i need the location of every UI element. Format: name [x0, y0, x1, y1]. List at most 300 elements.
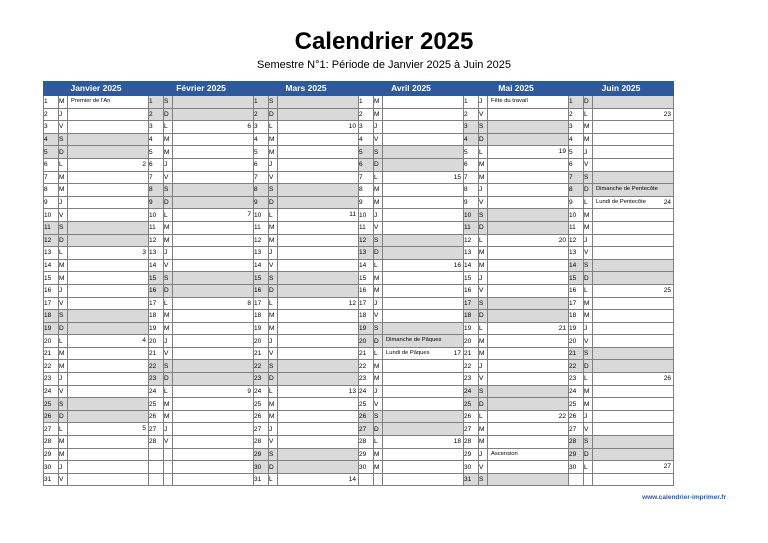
day-event-cell: [383, 461, 464, 474]
day-number: 23: [149, 373, 164, 386]
weekday-letter: D: [479, 133, 488, 146]
weekday-letter: M: [164, 410, 173, 423]
weekday-letter: L: [269, 209, 278, 222]
day-event-cell: [383, 272, 464, 285]
day-number: 12: [359, 234, 374, 247]
week-number: 16: [453, 261, 461, 269]
day-number: 29: [464, 448, 479, 461]
day-event-cell: [593, 423, 674, 436]
month-header-1: Février 2025: [149, 82, 254, 96]
day-event-cell: [68, 335, 149, 348]
day-number: 23: [254, 373, 269, 386]
day-number: 6: [254, 158, 269, 171]
weekday-letter: J: [584, 322, 593, 335]
weekday-letter: M: [164, 234, 173, 247]
day-number: 20: [569, 335, 584, 348]
day-event-cell: [173, 335, 254, 348]
day-number: 22: [464, 360, 479, 373]
weekday-letter: M: [59, 184, 68, 197]
day-number: 15: [254, 272, 269, 285]
day-number: 19: [464, 322, 479, 335]
day-number: 5: [359, 146, 374, 159]
day-event-cell: [593, 209, 674, 222]
weekday-letter: S: [59, 398, 68, 411]
day-row: [44, 146, 674, 159]
weekday-letter: D: [269, 373, 278, 386]
month-header-3: Avril 2025: [359, 82, 464, 96]
day-event-cell: [173, 347, 254, 360]
day-number: 18: [254, 310, 269, 323]
day-row: [44, 448, 674, 461]
day-event-cell: [383, 171, 464, 184]
day-number: 7: [44, 171, 59, 184]
weekday-letter: M: [479, 259, 488, 272]
day-event-cell: [68, 347, 149, 360]
day-event-cell: [278, 360, 359, 373]
day-number: 19: [359, 322, 374, 335]
day-event-cell: [593, 297, 674, 310]
weekday-letter: V: [374, 310, 383, 323]
weekday-letter: S: [479, 121, 488, 134]
day-number: 30: [569, 461, 584, 474]
day-number: 16: [569, 284, 584, 297]
weekday-letter: M: [59, 272, 68, 285]
day-number: 27: [254, 423, 269, 436]
day-event-cell: [68, 196, 149, 209]
day-event-cell: [383, 121, 464, 134]
day-number: 4: [569, 133, 584, 146]
day-event-cell: [173, 108, 254, 121]
day-number: 30: [44, 461, 59, 474]
day-number: 17: [44, 297, 59, 310]
weekday-letter: D: [164, 108, 173, 121]
day-number: 28: [254, 436, 269, 449]
day-number: 6: [44, 158, 59, 171]
day-event-cell: [383, 473, 464, 486]
day-event-cell: [383, 259, 464, 272]
day-number: 5: [254, 146, 269, 159]
day-event-cell: [383, 322, 464, 335]
day-number: 1: [254, 96, 269, 109]
day-event-cell: [383, 234, 464, 247]
day-event-cell: [173, 133, 254, 146]
day-event-cell: [278, 259, 359, 272]
weekday-letter: L: [164, 121, 173, 134]
day-event-cell: [173, 461, 254, 474]
day-number: 22: [44, 360, 59, 373]
day-event-cell: [593, 398, 674, 411]
weekday-letter: S: [269, 448, 278, 461]
day-number: 22: [254, 360, 269, 373]
day-row: [44, 297, 674, 310]
weekday-letter: V: [374, 133, 383, 146]
day-number: 31: [254, 473, 269, 486]
weekday-letter: M: [164, 133, 173, 146]
weekday-letter: L: [269, 385, 278, 398]
day-number: 14: [149, 259, 164, 272]
weekday-letter: M: [59, 436, 68, 449]
weekday-letter: D: [584, 184, 593, 197]
day-number: 4: [44, 133, 59, 146]
day-event-cell: [173, 272, 254, 285]
day-event-cell: [68, 473, 149, 486]
day-number: 13: [149, 247, 164, 260]
day-number: 15: [44, 272, 59, 285]
weekday-letter: M: [59, 347, 68, 360]
weekday-letter: M: [479, 158, 488, 171]
day-event-cell: [593, 436, 674, 449]
weekday-letter: V: [59, 297, 68, 310]
day-number: 3: [359, 121, 374, 134]
week-number: 14: [348, 475, 356, 483]
day-event-cell: [278, 209, 359, 222]
weekday-letter: J: [59, 108, 68, 121]
day-event-cell: [593, 158, 674, 171]
day-number: 13: [569, 247, 584, 260]
day-event-cell: [278, 410, 359, 423]
week-number: 18: [453, 438, 461, 446]
day-number: 3: [44, 121, 59, 134]
day-row: [44, 284, 674, 297]
day-row: [44, 196, 674, 209]
day-event-cell: [68, 410, 149, 423]
day-event-cell: [278, 297, 359, 310]
day-event-cell: [68, 423, 149, 436]
day-number: 11: [254, 221, 269, 234]
day-event-cell: [173, 322, 254, 335]
weekday-letter: S: [164, 184, 173, 197]
day-event-cell: [488, 360, 569, 373]
weekday-letter: M: [59, 448, 68, 461]
day-number: 2: [464, 108, 479, 121]
day-number: 30: [464, 461, 479, 474]
day-event-cell: [593, 133, 674, 146]
weekday-letter: M: [269, 310, 278, 323]
week-number: 25: [663, 286, 671, 294]
day-number: 7: [149, 171, 164, 184]
weekday-letter: M: [269, 133, 278, 146]
day-number: 14: [569, 259, 584, 272]
day-number: 16: [359, 284, 374, 297]
day-number: 25: [254, 398, 269, 411]
weekday-letter: D: [59, 146, 68, 159]
day-number: 16: [44, 284, 59, 297]
day-number: 10: [149, 209, 164, 222]
weekday-letter: S: [59, 133, 68, 146]
weekday-letter: D: [59, 322, 68, 335]
weekday-letter: S: [269, 96, 278, 109]
weekday-letter: M: [479, 436, 488, 449]
weekday-letter: V: [59, 121, 68, 134]
day-number: 2: [44, 108, 59, 121]
day-event-cell: [383, 247, 464, 260]
weekday-letter: D: [59, 410, 68, 423]
day-event-cell: [383, 196, 464, 209]
weekday-letter: S: [584, 347, 593, 360]
day-event-cell: [383, 373, 464, 386]
day-number: 24: [254, 385, 269, 398]
day-event-cell: [278, 322, 359, 335]
week-number: 12: [348, 299, 356, 307]
day-number: 26: [569, 410, 584, 423]
day-event-cell: [278, 247, 359, 260]
day-event-cell: [383, 423, 464, 436]
day-event-cell: [383, 310, 464, 323]
weekday-letter: S: [479, 473, 488, 486]
weekday-letter: J: [584, 146, 593, 159]
day-row: [44, 423, 674, 436]
day-row: [44, 436, 674, 449]
day-number: 14: [44, 259, 59, 272]
day-number: 20: [254, 335, 269, 348]
week-number: 17: [453, 349, 461, 357]
day-number: 29: [254, 448, 269, 461]
day-row: [44, 410, 674, 423]
day-event-cell: [173, 158, 254, 171]
day-row: [44, 184, 674, 197]
day-number: 17: [569, 297, 584, 310]
day-event-cell: [488, 158, 569, 171]
day-event-cell: [278, 423, 359, 436]
day-number: 27: [464, 423, 479, 436]
holiday-label: Lundi de Pentecôte: [596, 198, 646, 205]
day-event-cell: [383, 385, 464, 398]
holiday-label: Lundi de Pâques: [386, 349, 430, 356]
weekday-letter: M: [584, 398, 593, 411]
weekday-letter: M: [584, 121, 593, 134]
day-row: [44, 121, 674, 134]
weekday-letter: M: [479, 335, 488, 348]
day-event-cell: [173, 259, 254, 272]
weekday-letter: S: [584, 259, 593, 272]
weekday-letter: J: [479, 448, 488, 461]
weekday-letter: S: [164, 360, 173, 373]
day-event-cell: [68, 297, 149, 310]
day-number: 21: [44, 347, 59, 360]
weekday-letter: S: [584, 171, 593, 184]
day-event-cell: [593, 234, 674, 247]
day-number: 19: [149, 322, 164, 335]
day-event-cell: [68, 310, 149, 323]
day-event-cell: [173, 196, 254, 209]
weekday-letter: M: [584, 209, 593, 222]
weekday-letter: L: [584, 461, 593, 474]
weekday-letter: L: [479, 146, 488, 159]
day-number: 23: [359, 373, 374, 386]
day-event-cell: [488, 385, 569, 398]
day-number: 26: [44, 410, 59, 423]
day-number: 19: [254, 322, 269, 335]
weekday-letter: M: [374, 360, 383, 373]
day-number: 3: [464, 121, 479, 134]
day-event-cell: [488, 398, 569, 411]
weekday-letter: S: [584, 436, 593, 449]
weekday-letter: D: [59, 234, 68, 247]
weekday-letter: M: [269, 322, 278, 335]
day-event-cell: [593, 259, 674, 272]
weekday-letter: J: [584, 234, 593, 247]
day-event-cell: [68, 272, 149, 285]
weekday-letter: V: [584, 247, 593, 260]
weekday-letter: J: [479, 360, 488, 373]
day-row: [44, 373, 674, 386]
day-event-cell: [278, 335, 359, 348]
day-number: 13: [44, 247, 59, 260]
day-event-cell: [383, 158, 464, 171]
weekday-letter: J: [269, 335, 278, 348]
day-event-cell: [173, 410, 254, 423]
day-number: 12: [569, 234, 584, 247]
weekday-letter: V: [479, 196, 488, 209]
weekday-letter: M: [164, 322, 173, 335]
day-event-cell: [383, 108, 464, 121]
day-event-cell: [173, 373, 254, 386]
day-number: 17: [149, 297, 164, 310]
weekday-letter: S: [164, 272, 173, 285]
day-row: [44, 108, 674, 121]
weekday-letter: J: [374, 385, 383, 398]
day-event-cell: [173, 310, 254, 323]
day-event-cell: [383, 96, 464, 109]
weekday-letter: L: [584, 196, 593, 209]
day-number: 5: [149, 146, 164, 159]
day-row: [44, 473, 674, 486]
day-event-cell: [383, 184, 464, 197]
day-event-cell: [593, 247, 674, 260]
day-number: 20: [149, 335, 164, 348]
day-event-cell: [593, 461, 674, 474]
day-event-cell: [68, 385, 149, 398]
holiday-label: Premier de l'An: [71, 98, 111, 104]
weekday-letter: L: [584, 108, 593, 121]
day-event-cell: [68, 121, 149, 134]
weekday-letter: V: [479, 373, 488, 386]
day-number: 20: [359, 335, 374, 348]
weekday-letter: L: [269, 473, 278, 486]
weekday-letter: L: [164, 297, 173, 310]
day-event-cell: [278, 196, 359, 209]
day-event-cell: [593, 335, 674, 348]
weekday-letter: V: [584, 158, 593, 171]
day-number: 6: [464, 158, 479, 171]
day-number: 30: [254, 461, 269, 474]
weekday-letter: M: [164, 221, 173, 234]
weekday-letter: V: [374, 398, 383, 411]
day-number: 10: [254, 209, 269, 222]
day-number: 17: [254, 297, 269, 310]
day-event-cell: [488, 461, 569, 474]
weekday-letter: V: [164, 347, 173, 360]
weekday-letter: D: [584, 272, 593, 285]
day-row: [44, 360, 674, 373]
weekday-letter: D: [269, 108, 278, 121]
day-event-cell: [68, 209, 149, 222]
week-number: 8: [247, 299, 251, 307]
weekday-letter: V: [584, 423, 593, 436]
day-number: 26: [464, 410, 479, 423]
week-number: 21: [558, 324, 566, 332]
day-number: 8: [359, 184, 374, 197]
weekday-letter: L: [374, 259, 383, 272]
week-number: 22: [558, 412, 566, 420]
day-event-cell: [278, 146, 359, 159]
weekday-letter: L: [269, 121, 278, 134]
day-event-cell: [383, 410, 464, 423]
month-header-0: Janvier 2025: [44, 82, 149, 96]
weekday-letter: M: [164, 398, 173, 411]
weekday-letter: M: [479, 347, 488, 360]
weekday-letter: D: [374, 158, 383, 171]
day-event-cell: [383, 347, 464, 360]
day-event-cell: [68, 96, 149, 109]
week-number: 13: [348, 387, 356, 395]
day-number: 5: [569, 146, 584, 159]
day-number: 30: [359, 461, 374, 474]
day-event-cell: [593, 473, 674, 486]
day-number: 29: [359, 448, 374, 461]
day-number: 28: [464, 436, 479, 449]
day-event-cell: [593, 373, 674, 386]
weekday-letter: J: [269, 158, 278, 171]
day-event-cell: [383, 448, 464, 461]
day-event-cell: [278, 171, 359, 184]
day-event-cell: [593, 196, 674, 209]
month-header-row: [44, 82, 674, 96]
day-number: 25: [44, 398, 59, 411]
day-number: 2: [569, 108, 584, 121]
day-number: 27: [359, 423, 374, 436]
day-number: 8: [254, 184, 269, 197]
weekday-letter: D: [269, 461, 278, 474]
day-event-cell: [278, 436, 359, 449]
day-event-cell: [593, 410, 674, 423]
day-event-cell: [278, 284, 359, 297]
day-event-cell: [383, 436, 464, 449]
day-number: 8: [464, 184, 479, 197]
day-number: 9: [464, 196, 479, 209]
weekday-letter: V: [374, 221, 383, 234]
day-event-cell: [68, 284, 149, 297]
day-event-cell: [68, 108, 149, 121]
day-number: 18: [359, 310, 374, 323]
day-number: 1: [359, 96, 374, 109]
day-event-cell: [68, 322, 149, 335]
day-event-cell: [488, 133, 569, 146]
weekday-letter: J: [269, 423, 278, 436]
footer-website[interactable]: www.calendrier-imprimer.fr: [642, 494, 726, 501]
day-number: 18: [569, 310, 584, 323]
day-number: 15: [464, 272, 479, 285]
day-number: 29: [44, 448, 59, 461]
day-number: 24: [569, 385, 584, 398]
weekday-letter: D: [269, 196, 278, 209]
day-number: 18: [464, 310, 479, 323]
weekday-letter: L: [59, 158, 68, 171]
day-number: 21: [569, 347, 584, 360]
day-event-cell: [173, 473, 254, 486]
day-number: 12: [464, 234, 479, 247]
weekday-letter: L: [374, 347, 383, 360]
day-number: 17: [464, 297, 479, 310]
day-number: 25: [569, 398, 584, 411]
day-number: 10: [359, 209, 374, 222]
weekday-letter: L: [59, 247, 68, 260]
weekday-letter: D: [164, 373, 173, 386]
weekday-letter: M: [584, 133, 593, 146]
day-event-cell: [488, 209, 569, 222]
day-event-cell: [488, 221, 569, 234]
day-row: [44, 247, 674, 260]
